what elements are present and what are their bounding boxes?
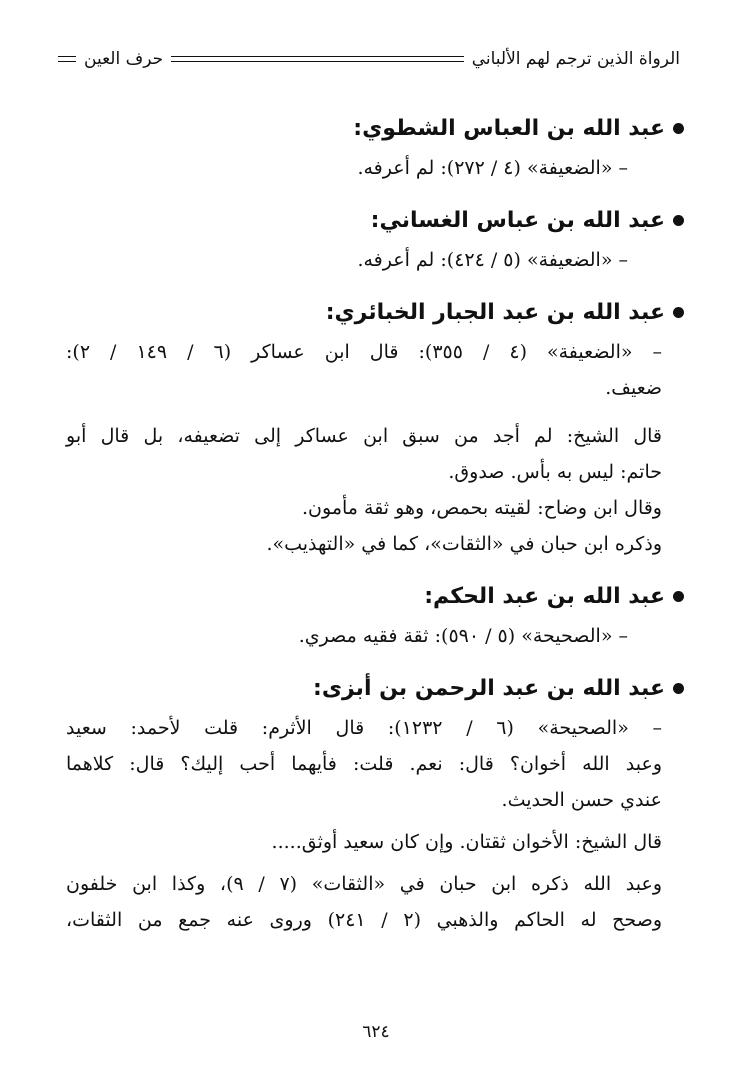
bullet-icon (673, 683, 684, 694)
running-header (58, 44, 680, 74)
entry-heading (66, 290, 684, 334)
entry-line: وعبد الله ذكره ابن حبان في «الثقات» (٧ / ٩)، وكذا ابن خلفون (66, 873, 662, 895)
entry-line: عندي حسن الحديث. (501, 789, 662, 811)
section-title: حرف العين (84, 49, 164, 69)
bullet-icon (673, 123, 684, 134)
entry-line: وقال ابن وضاح: لقيته بحمص، وهو ثقة مأمون. (302, 497, 662, 519)
entry-line: وصحح له الحاكم والذهبي (٢ / ٢٤١) وروى عنه جمع من الثقات، (66, 909, 662, 931)
narrator-name: عبد الله بن عبد الجبار الخبائري: (325, 299, 665, 325)
narrator-name: عبد الله بن عبد الرحمن بن أبزى: (313, 675, 665, 701)
entry-heading (66, 106, 684, 150)
page-number: ٦٢٤ (362, 1022, 390, 1042)
book-title: الرواة الذين ترجم لهم الألباني (471, 49, 680, 69)
narrator-name: عبد الله بن عبد الحكم: (424, 583, 665, 609)
entry-line: – «الصحيحة» (٥ / ٥٩٠): ثقة فقيه مصري. (298, 625, 628, 647)
entry-line: وعبد الله أخوان؟ قال: نعم. قلت: فأيهما أحب إليك؟ قال: كلاهما (66, 753, 663, 775)
entry-line: – «الضعيفة» (٤ / ٢٧٢): لم أعرفه. (357, 157, 628, 179)
page-body (66, 100, 665, 938)
header-rule (171, 56, 464, 62)
entry-line: – «الضعيفة» (٥ / ٤٢٤): لم أعرفه. (357, 249, 628, 271)
entry-line: ضعيف. (605, 377, 662, 399)
entry-line: قال الشيخ: لم أجد من سبق ابن عساكر إلى تضعيفه، بل قال أبو (66, 425, 662, 447)
entry-line: – «الصحيحة» (٦ / ١٢٣٢): قال الأثرم: قلت لأحمد: سعيد (66, 717, 663, 739)
header-end-mark (58, 56, 76, 62)
narrator-name: عبد الله بن عباس الغساني: (370, 207, 665, 233)
entry-line: وذكره ابن حبان في «الثقات»، كما في «التهذيب». (266, 533, 662, 555)
entry-line: حاتم: ليس به بأس. صدوق. (448, 461, 662, 483)
entry-line: قال الشيخ: الأخوان ثقتان. وإن كان سعيد أوثق..... (271, 831, 662, 853)
entry-heading (66, 666, 684, 710)
entry-heading (66, 198, 684, 242)
entry-heading (66, 574, 684, 618)
narrator-name: عبد الله بن العباس الشطوي: (353, 115, 665, 141)
bullet-icon (673, 215, 684, 226)
entry-line: – «الضعيفة» (٤ / ٣٥٥): قال ابن عساكر (٦ / ١٤٩ / ٢): (66, 341, 662, 363)
bullet-icon (673, 591, 684, 602)
bullet-icon (673, 307, 684, 318)
